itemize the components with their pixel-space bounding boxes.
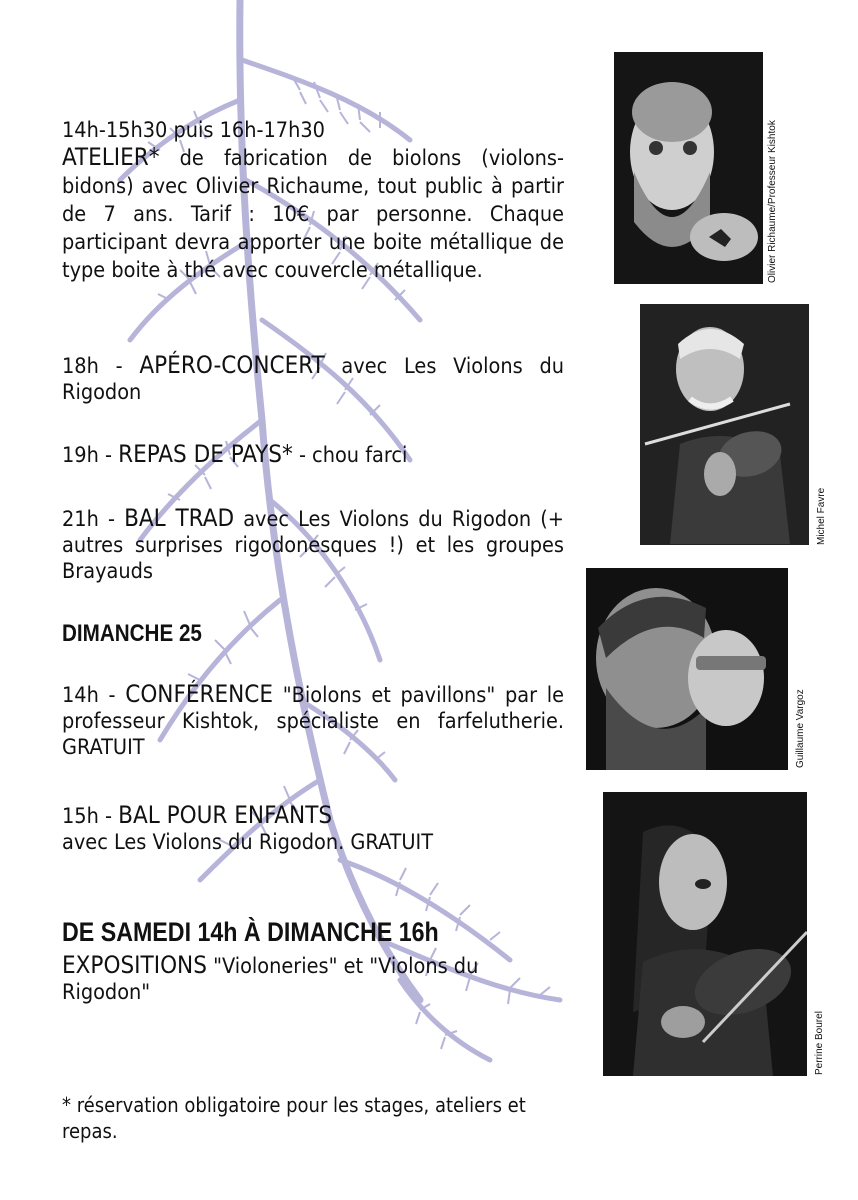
atelier-time: 14h-15h30 puis 16h-17h30 xyxy=(62,118,325,143)
atelier-text: de fabrication de biolons (violons-bidons) avec Olivier Richaume, tout public à partir de 7 ans. Tarif : 10€ par personne. Chaque participant devra apporter une boite métallique de type boite à thé avec couvercle métallique. xyxy=(62,146,564,283)
repas-text: - chou farci xyxy=(292,443,408,468)
repas-description xyxy=(62,441,564,469)
expo-description xyxy=(62,952,564,1006)
conference-block xyxy=(62,681,564,761)
photo-guillaume-vargoz xyxy=(586,568,788,770)
footnote: * réservation obligatoire pour les stages, ateliers et repas. xyxy=(62,1093,526,1143)
credit-perrine-bourel: Perrine Bourel xyxy=(814,1011,825,1075)
apero-title: APÉRO-CONCERT xyxy=(139,351,325,379)
atelier-description xyxy=(62,144,564,284)
bal-enfants-time: 15h - xyxy=(62,804,119,829)
dimanche-heading: DIMANCHE 25 xyxy=(62,620,202,647)
conference-title: CONFÉRENCE xyxy=(125,680,274,708)
apero-concert-block xyxy=(62,352,564,406)
bal-trad-title: BAL TRAD xyxy=(124,504,235,532)
credit-michel-favre: Michel Favre xyxy=(816,487,827,545)
expo-heading: DE SAMEDI 14h À DIMANCHE 16h xyxy=(62,917,439,947)
repas-block xyxy=(62,441,564,469)
dimanche-section xyxy=(62,620,564,648)
atelier-title: ATELIER* xyxy=(62,143,160,171)
photo-perrine-bourel xyxy=(603,792,807,1076)
bal-trad-description xyxy=(62,505,564,585)
conference-time: 14h - xyxy=(62,683,126,708)
photo-olivier-richaume xyxy=(614,52,763,284)
bal-enfants-title: BAL POUR ENFANTS xyxy=(118,801,333,829)
photo-michel-favre xyxy=(640,304,809,545)
repas-time: 19h - xyxy=(62,443,119,468)
conference-description xyxy=(62,681,564,761)
expositions-block xyxy=(62,917,564,1006)
bal-enfants-text: avec Les Violons du Rigodon. GRATUIT xyxy=(62,830,434,855)
apero-time: 18h - xyxy=(62,354,140,379)
bal-trad-block xyxy=(62,505,564,585)
credit-guillaume-vargoz: Guillaume Vargoz xyxy=(795,689,806,768)
apero-text: avec Les Violons du Rigodon xyxy=(62,354,564,405)
apero-description xyxy=(62,352,564,406)
repas-title: REPAS DE PAYS* xyxy=(118,440,293,468)
bal-enfants-block xyxy=(62,802,564,856)
expo-text: "Violoneries" et "Violons du Rigodon" xyxy=(62,954,479,1005)
bal-trad-text: avec Les Violons du Rigodon (+ autres surprises rigodonesques !) et les groupes Brayauds xyxy=(62,507,565,584)
bal-enfants-heading xyxy=(62,802,564,830)
conference-text: "Biolons et pavillons" par le professeur Kishtok, spécialiste en farfelutherie. GRATUIT xyxy=(62,683,564,760)
expo-title: EXPOSITIONS xyxy=(62,951,207,979)
atelier-block xyxy=(62,118,564,284)
bal-trad-time: 21h - xyxy=(62,507,125,532)
credit-olivier-richaume: Olivier Richaume/Professeur Kishtok xyxy=(767,120,778,283)
